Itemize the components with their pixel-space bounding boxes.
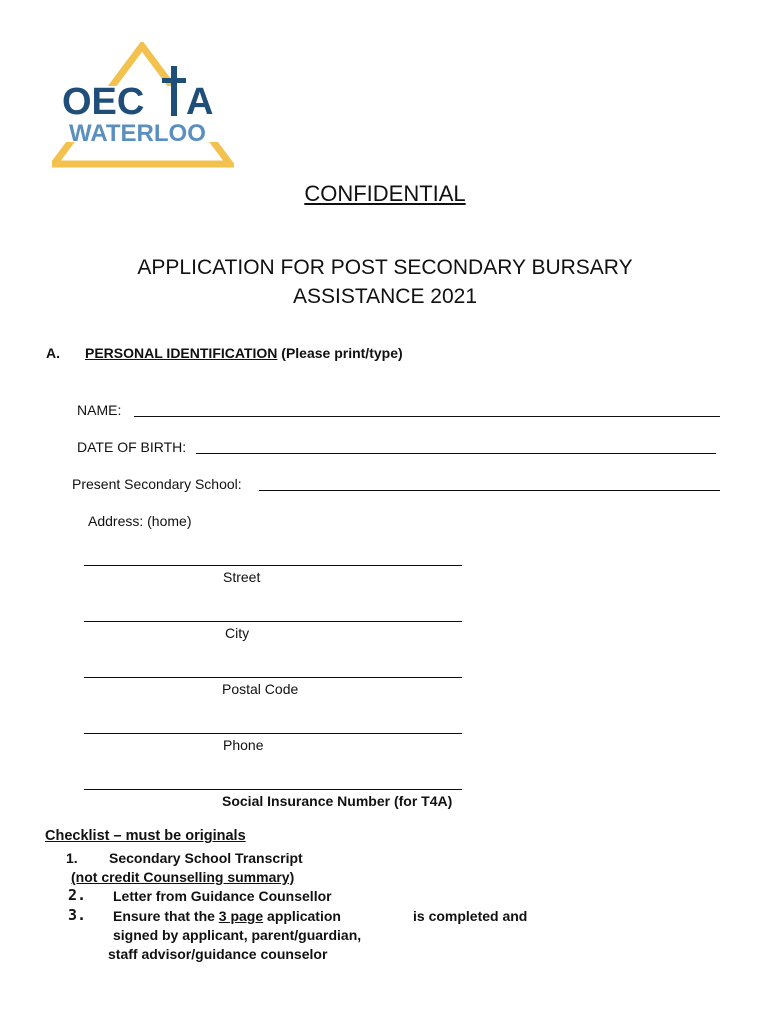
checklist-item-3-line-2: signed by applicant, parent/guardian, <box>113 927 362 943</box>
checklist-item-3 <box>113 908 341 924</box>
logo-graphic <box>52 42 234 168</box>
checklist-item-1: Secondary School Transcript <box>109 850 303 866</box>
checklist-item-3-line-3: staff advisor/guidance counselor <box>108 946 328 962</box>
section-note: (Please print/type) <box>277 345 403 361</box>
confidential-heading: CONFIDENTIAL <box>304 181 466 206</box>
title-line-2: ASSISTANCE 2021 <box>292 285 478 308</box>
section-title <box>85 345 403 361</box>
checklist-item-2: Letter from Guidance Counsellor <box>113 888 332 904</box>
address-label: Address: (home) <box>88 513 192 529</box>
checklist-item-3-pre: Ensure that the <box>113 908 219 924</box>
school-label: Present Secondary School: <box>72 476 242 492</box>
city-field[interactable] <box>84 621 462 622</box>
checklist-item-1-note: (not credit Counselling summary) <box>71 869 295 885</box>
postal-code-caption: Postal Code <box>222 681 299 697</box>
page-title <box>0 253 770 311</box>
street-field[interactable] <box>84 565 462 566</box>
dob-label: DATE OF BIRTH: <box>77 439 187 455</box>
checklist-item-2-number: 2. <box>68 886 87 904</box>
checklist-item-3-tail: is completed and <box>413 908 528 924</box>
postal-code-field[interactable] <box>84 677 462 678</box>
school-field[interactable] <box>259 490 720 491</box>
logo-text-a: A <box>186 81 214 123</box>
title-line-1: APPLICATION FOR POST SECONDARY BURSARY <box>137 256 633 279</box>
checklist-item-1-number: 1. <box>66 850 78 866</box>
dob-field[interactable] <box>196 453 716 454</box>
checklist-item-3-post: application <box>263 908 341 924</box>
phone-field[interactable] <box>84 733 462 734</box>
street-caption: Street <box>223 569 261 585</box>
section-title-underlined: PERSONAL IDENTIFICATION <box>85 345 278 361</box>
oecta-waterloo-logo <box>52 42 234 168</box>
sin-field[interactable] <box>84 789 462 790</box>
name-field[interactable] <box>134 416 720 417</box>
checklist-heading: Checklist – must be originals <box>45 828 246 844</box>
section-letter: A. <box>46 345 60 361</box>
logo-text-waterloo: WATERLOO <box>69 120 206 147</box>
logo-text-oec: OEC <box>62 81 145 123</box>
city-caption: City <box>225 625 250 641</box>
sin-caption: Social Insurance Number (for T4A) <box>222 793 453 809</box>
checklist-item-3-pages: 3 page <box>218 908 264 924</box>
checklist-item-3-number: 3. <box>68 906 87 924</box>
name-label: NAME: <box>77 402 122 418</box>
phone-caption: Phone <box>223 737 264 753</box>
